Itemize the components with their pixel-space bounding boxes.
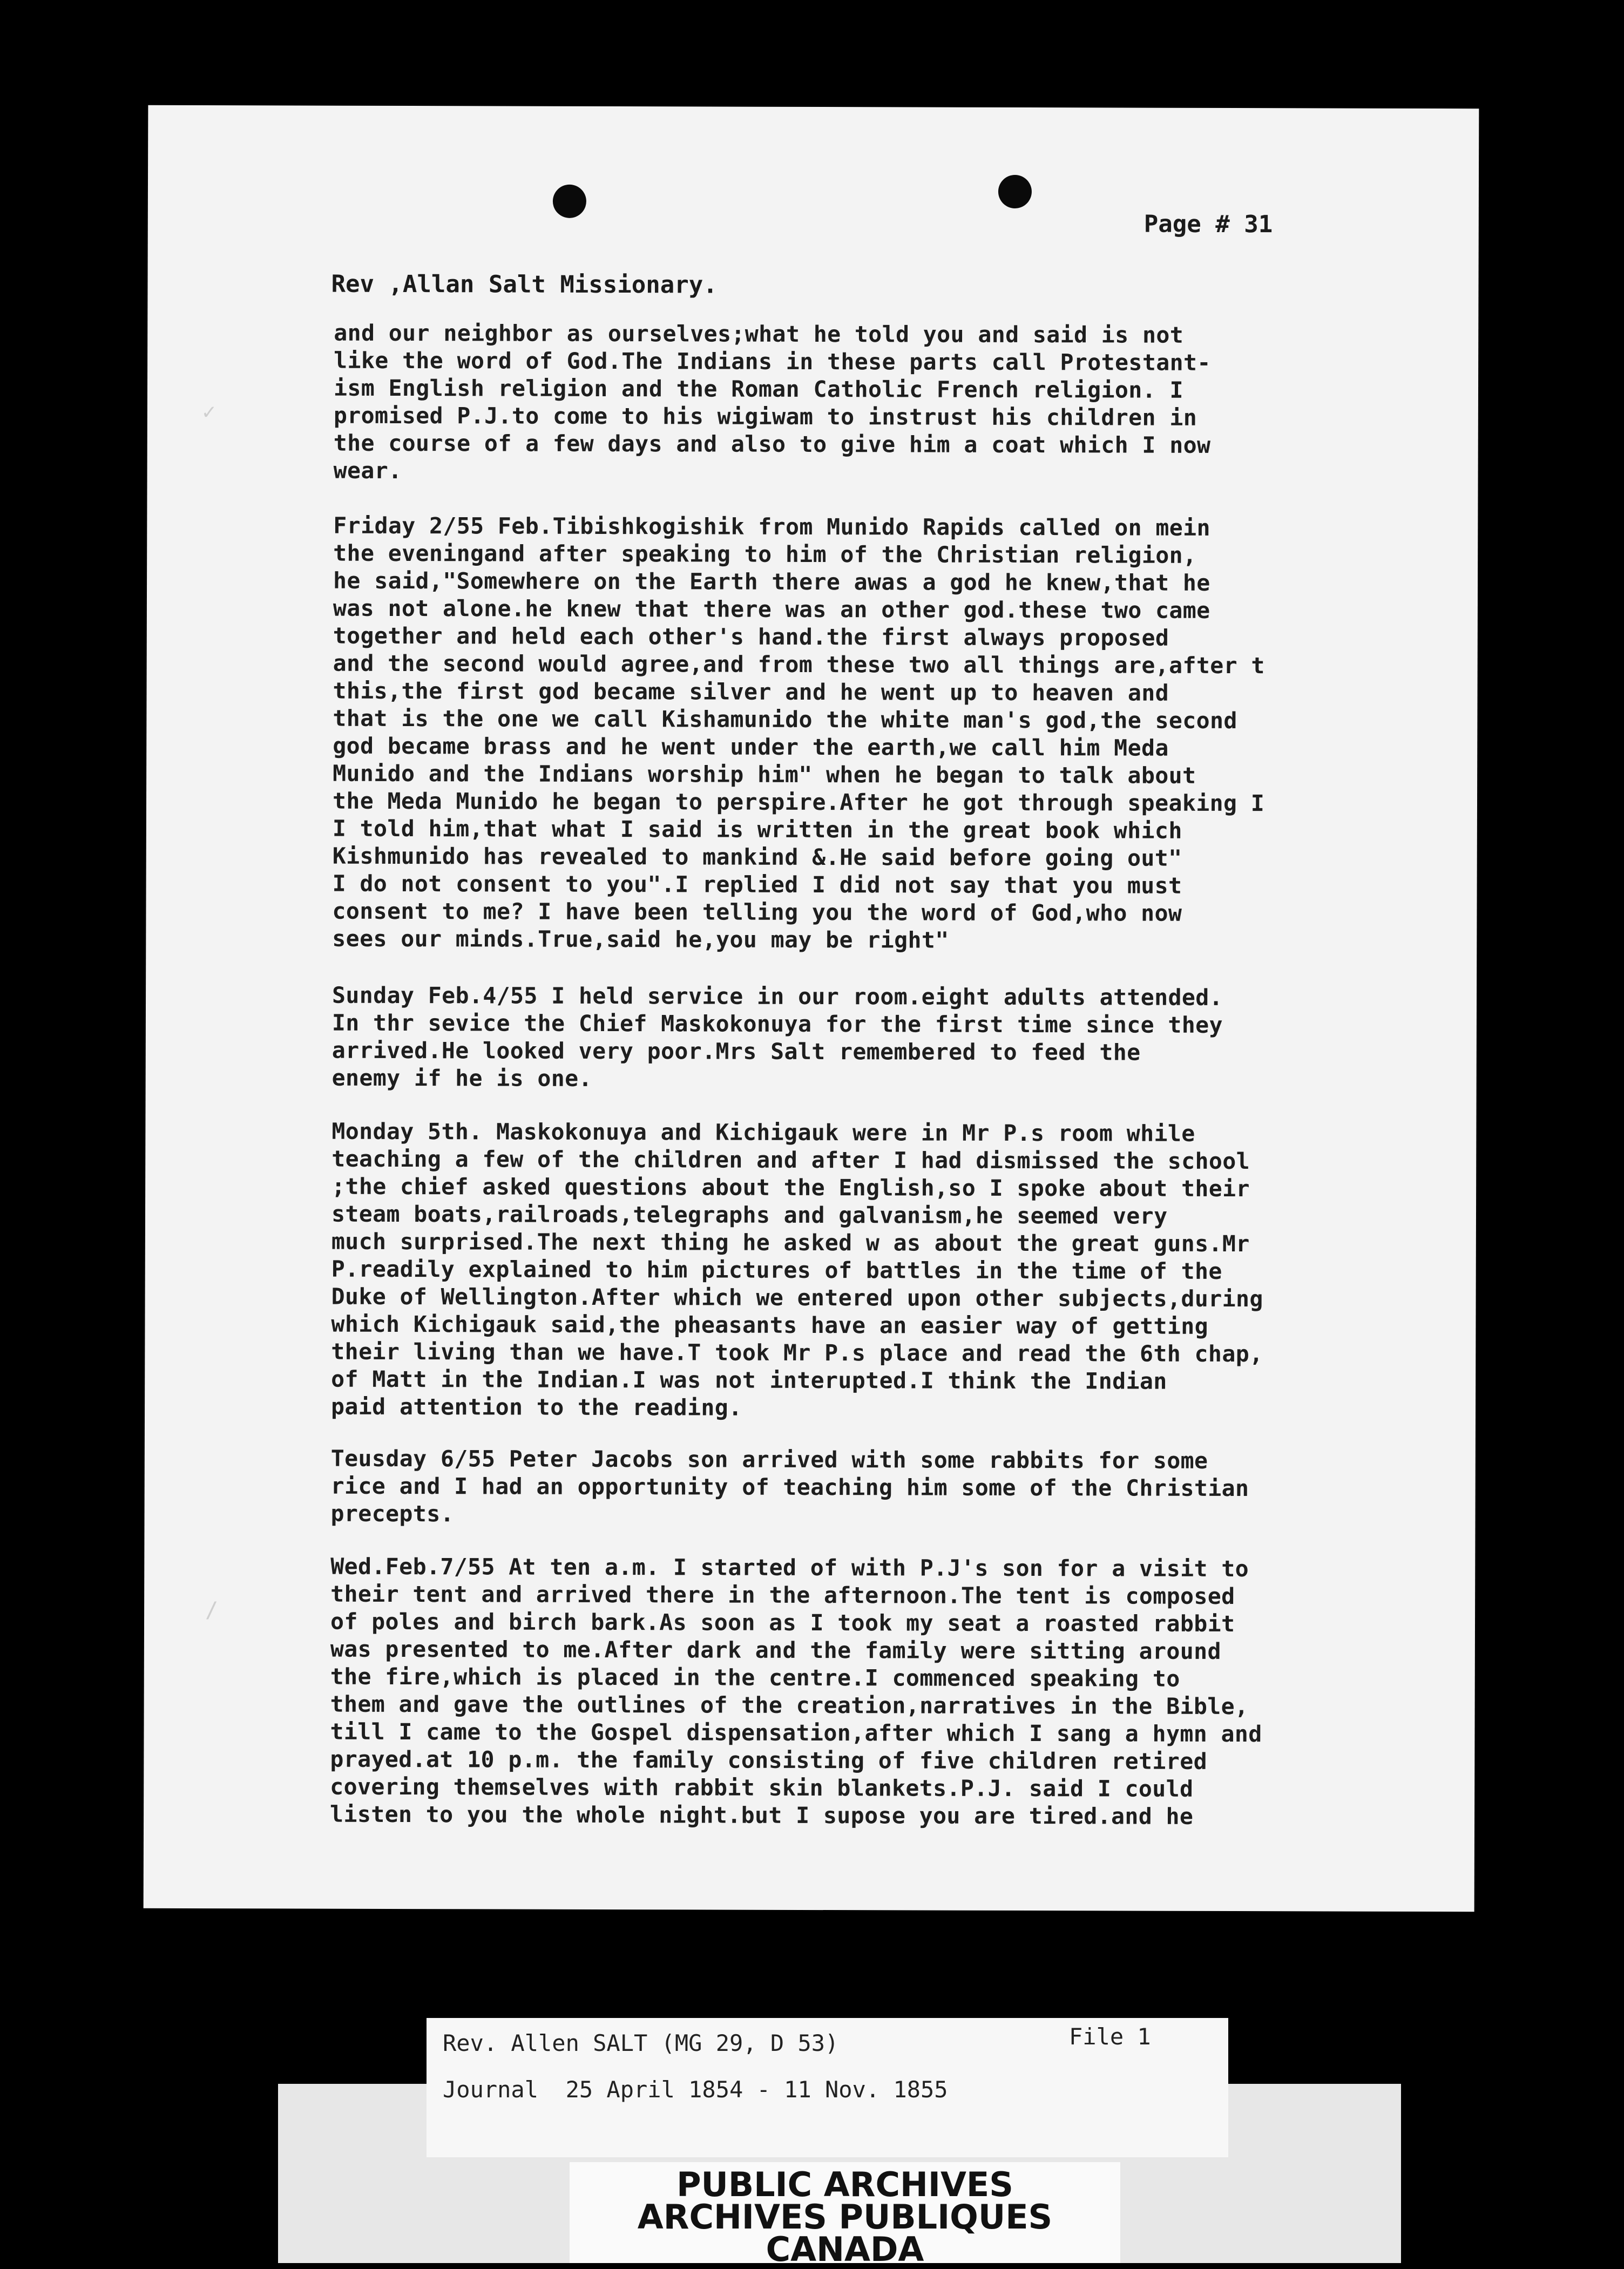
page-number: Page # 31	[1143, 210, 1273, 239]
journal-paragraph: Sunday Feb.4/55 I held service in our room.eight adults attended. In thr sevice the Chief Maskokonuya for the first time since they arrived.He looked very poor.Mrs Salt remembered to feed the enemy if he is one.	[331, 981, 1223, 1092]
archives-stamp-line3: CANADA	[766, 2230, 924, 2269]
punch-hole	[553, 185, 586, 218]
label-file-number: File 1	[1069, 2023, 1151, 2050]
journal-paragraph: and our neighbor as ourselves;what he told you and said is not like the word of God.The Indians in these parts call Protestant- ism English religion and the Roman Catholic French religion. I promised P.J.to come to his wigiwam to instrust his children in the course of a few days and also to give him a coat which I now wear.	[333, 319, 1211, 484]
journal-paragraph: Friday 2/55 Feb.Tibishkogishik from Munido Rapids called on mein the eveningand after speaking to him of the Christian religion, he said,"Somewhere on the Earth there awas a god he knew,that he was not alone.he knew that there was an other god.these two came together and held each other's hand.the first always proposed and the second would agree,and from these two all things are,after t this,the first god became silver and he went up to heaven and that is the one we call Kishamunido the white man's god,the second god became brass and he went under the earth,we call him Meda Munido and the Indians worship him" when he began to talk about the Meda Munido he began to perspire.After he got through speaking I I told him,that what I said is written in the great book which Kishmunido has revealed to mankind &.He said before going out" I do not consent to you".I replied I did not say that you must consent to me? I have been telling you the word of God,who now sees our minds.True,said he,you may be right"	[332, 512, 1265, 953]
document-heading: Rev ,Allan Salt Missionary.	[331, 270, 718, 299]
label-journal-dates: Journal 25 April 1854 - 11 Nov. 1855	[443, 2076, 948, 2103]
archives-stamp-line1: PUBLIC ARCHIVES	[676, 2165, 1013, 2204]
archives-stamp-line2: ARCHIVES PUBLIQUES	[637, 2197, 1053, 2237]
label-author-reference: Rev. Allen SALT (MG 29, D 53)	[443, 2030, 839, 2056]
journal-paragraph: Wed.Feb.7/55 At ten a.m. I started of with P.J's son for a visit to their tent and arrived there in the afternoon.The tent is composed of poles and birch bark.As soon as I took my seat a roasted rabbit was presented to me.After dark and the family were sitting around the fire,which is placed in the centre.I commenced speaking to them and gave the outlines of the creation,narratives in the Bible, till I came to the Gospel dispensation,after which I sang a hymn and prayed.at 10 p.m. the family consisting of five children retired covering themselves with rabbit skin blankets.P.J. said I could listen to you the whole night.but I supose you are tired.and he	[330, 1553, 1262, 1830]
margin-mark: /	[205, 1598, 219, 1623]
document-page	[144, 105, 1479, 1912]
journal-paragraph: Monday 5th. Maskokonuya and Kichigauk were in Mr P.s room while teaching a few of the children and after I had dismissed the school ;the chief asked questions about the English,so I spoke about their steam boats,railroads,telegraphs and galvanism,he seemed very much surprised.The next thing he asked w as about the great guns.Mr P.readily explained to him pictures of battles in the time of the Duke of Wellington.After which we entered upon other subjects,during which Kichigauk said,the pheasants have an easier way of getting their living than we have.T took Mr P.s place and read the 6th chap, of Matt in the Indian.I was not interupted.I think the Indian paid attention to the reading.	[331, 1117, 1263, 1421]
journal-paragraph: Teusday 6/55 Peter Jacobs son arrived with some rabbits for some rice and I had an opportunity of teaching him some of the Christian precepts.	[330, 1445, 1249, 1527]
punch-hole	[998, 175, 1032, 208]
margin-mark: ✓	[202, 399, 216, 424]
catalog-label	[427, 2018, 1228, 2157]
